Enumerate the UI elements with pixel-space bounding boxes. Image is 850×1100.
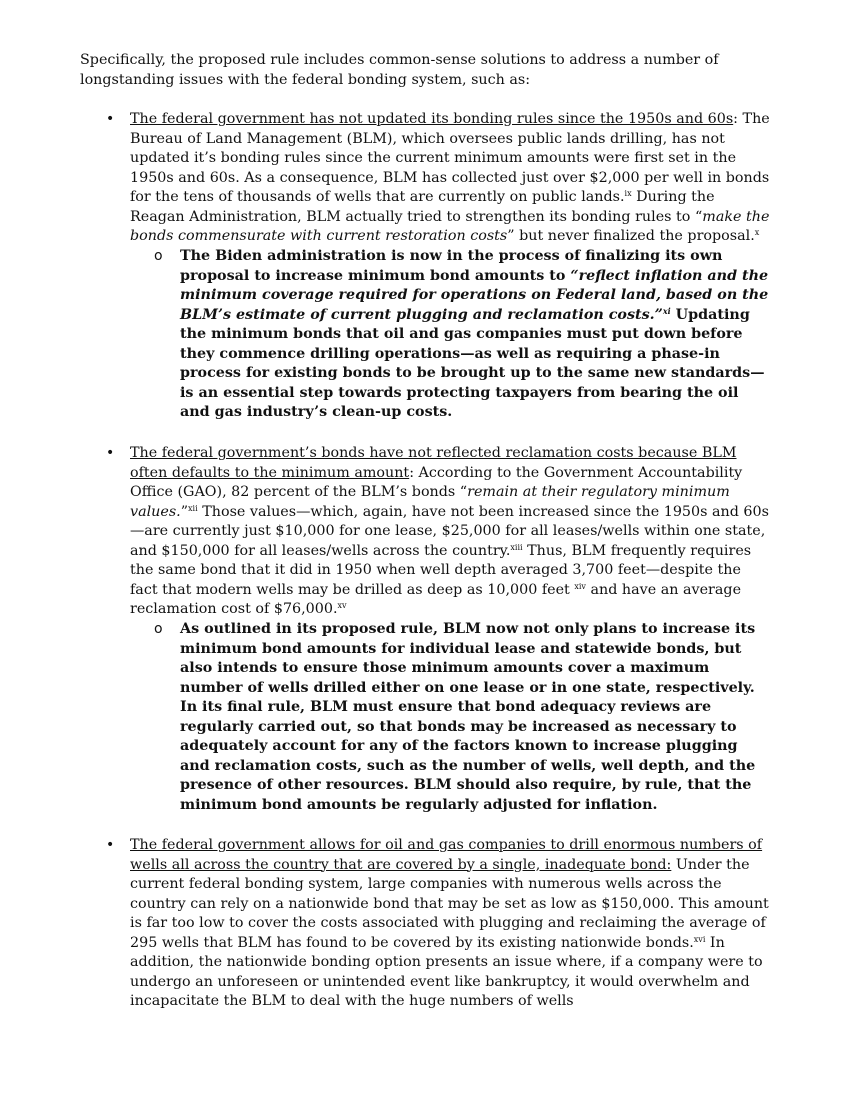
sub-item-bond-adequacy <box>154 620 770 815</box>
bullet-text: During the Reagan Administration, BLM actually tried to strengthen its bonding rules to “ <box>130 189 715 225</box>
bullet-text: Those values—which, again, have not been increased since the 1950s and 60s—are currently just $10,000 for one lease, $25,000 for all leases/wells within one state, and $150,000 for all leases/wells across the country. <box>130 503 769 559</box>
sub-text: As outlined in its proposed rule, BLM now not only plans to increase its minimum bond amounts for individual lease and statewide bonds, but also intends to ensure those minimum amounts cover a maximum number of wells drilled either on one lease or in one state, respectively. In its final rule, BLM must ensure that bond adequacy reviews are regularly carried out, so that bonds may be increased as necessary to adequately account for any of the factors known to increase plugging and reclamation costs, such as the number of wells, well depth, and the presence of other resources. BLM should also require, by rule, that the minimum bond amounts be regularly adjusted for inflation. <box>180 621 756 813</box>
quote-text: make the bonds commensurate with current restoration costs <box>130 208 770 244</box>
bullet-heading: The federal government has not updated its bonding rules since the 1950s and 60s <box>130 111 734 127</box>
intro-paragraph: Specifically, the proposed rule includes common-sense solutions to address a number of longstanding issues with the federal bonding system, such as: <box>80 52 719 88</box>
bullet-text: The Bureau of Land Management (BLM), which oversees public lands drilling, has not updated it’s bonding rules since the current minimum amounts were first set in the 1950s and 60s. As a consequence, BLM has collected just over $2,000 per well in bonds for the tens of thousands of wells that are currently on public lands. <box>130 111 770 205</box>
heading-colon: : <box>733 111 738 127</box>
footnote-ref: xv <box>337 601 347 610</box>
footnote-ref: xiii <box>510 542 523 552</box>
bullet-marker: • <box>106 111 115 127</box>
bullet-marker: • <box>106 837 115 853</box>
sub-item-biden-proposal <box>154 247 770 423</box>
bullet-text: ” but never finalized the proposal. <box>507 228 755 244</box>
sub-bullet-marker: o <box>154 621 163 637</box>
bullet-text: ” <box>180 503 189 520</box>
footnote-ref: ix <box>624 189 632 198</box>
footnote-ref: x <box>754 228 760 237</box>
bullet-heading: The federal government’s bonds have not reflected reclamation costs because BLM often defaults to the minimum amount <box>130 445 737 481</box>
bullet-text: : According to the Government Accountability Office (GAO), 82 percent of the BLM’s bonds “ <box>130 464 743 500</box>
footnote-ref: xii <box>188 503 198 513</box>
footnote-ref: xiv <box>574 581 586 591</box>
quote-text: remain at their regulatory minimum values. <box>130 484 730 520</box>
bullet-heading: The federal government allows for oil and gas companies to drill enormous numbers of wells all across the country that are covered by a single, inadequate bond: <box>130 837 763 873</box>
sub-bullet-marker: o <box>154 248 163 264</box>
sub-text: The Biden administration is now in the process of finalizing its own proposal to increase minimum bond amounts to <box>180 248 723 284</box>
bullet-item-bonding-rules <box>106 110 770 247</box>
bullet-text: and have an average reclamation cost of $76,000. <box>130 581 742 617</box>
sub-text: Updating the minimum bonds that oil and gas companies must put down before they commence drilling operations—as well as requiring a phase-in process for existing bonds to be brought up to the same new standards—is an essential step towards protecting taxpayers from bearing the oil and gas industry’s clean-up costs. <box>180 306 765 420</box>
bullet-text: Under the current federal bonding system, large companies with numerous wells across the country can rely on a nationwide bond that may be set as low as $150,000. This amount is far too low to cover the costs associated with plugging and reclaiming the average of 295 wells that BLM has found to be covered by its existing nationwide bonds. <box>130 856 769 951</box>
bullet-item-minimum-amount <box>106 444 770 620</box>
bullet-marker: • <box>106 445 115 461</box>
bullet-item-nationwide-bond <box>106 836 770 1012</box>
bullet-text: In addition, the nationwide bonding option presents an issue where, if a company were to undergo an unforeseen or unintended event like bankruptcy, it would overwhelm and incapacitate the BLM to deal with the huge numbers of wells <box>130 934 763 1009</box>
footnote-ref: xvi <box>693 934 706 944</box>
bullet-text: Thus, BLM frequently requires the same bond that it did in 1950 when well depth averaged 3,700 feet—despite the fact that modern wells may be drilled as deep as 10,000 feet <box>130 542 752 598</box>
footnote-ref: xi <box>662 305 671 316</box>
quote-text: “reflect inflation and the minimum coverage required for operations on Federal land, based on the BLM’s estimate of current plugging and reclamation costs.” <box>180 267 769 323</box>
